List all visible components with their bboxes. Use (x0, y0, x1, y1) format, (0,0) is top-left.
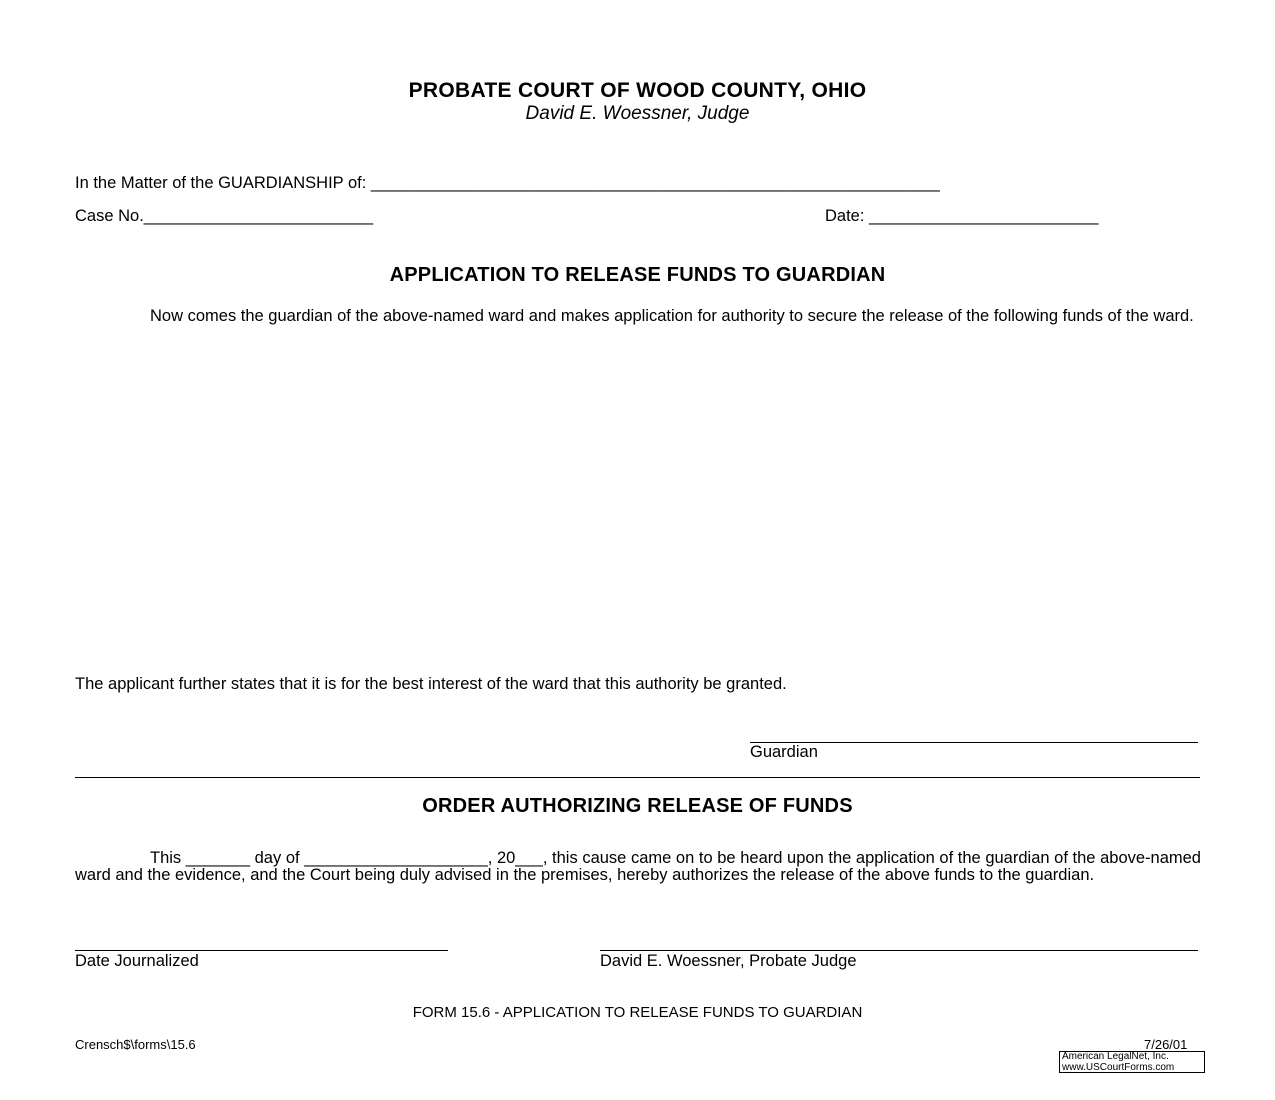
order-paragraph-text: This _______ day of ____________________, 20___, this cause came on to be heard upon the application of the guardian of the above-named ward and the evidence, and the Court being duly advised in the premises, hereby authorizes the release of the above funds to the guardian. (75, 849, 1201, 884)
application-paragraph-text: Now comes the guardian of the above-named ward and makes application for authority to secure the release of the following funds of the ward. (150, 307, 1194, 325)
case-number-label: Case No. (75, 207, 144, 225)
judge-subtitle: David E. Woessner, Judge (525, 103, 750, 124)
publisher-box (1059, 1051, 1205, 1073)
judge-signature-line[interactable] (600, 950, 1198, 951)
date-journalized-line[interactable] (75, 950, 448, 951)
application-title: APPLICATION TO RELEASE FUNDS TO GUARDIAN (389, 264, 886, 286)
file-path: Crensch$\forms\15.6 (75, 1037, 196, 1052)
further-statement: The applicant further states that it is for the best interest of the ward that this authority be granted. (75, 675, 787, 693)
guardian-signature-label: Guardian (750, 743, 818, 761)
date-journalized-label: Date Journalized (75, 952, 199, 970)
order-paragraph (75, 850, 1201, 884)
section-divider (75, 777, 1200, 778)
case-number-line (75, 207, 373, 226)
date-label: Date: (825, 207, 865, 225)
case-number-field[interactable]: _________________________ (143, 207, 374, 225)
date-line (825, 207, 1098, 226)
publisher-url[interactable]: www.USCourtForms.com (1062, 1061, 1175, 1073)
date-field[interactable]: _________________________ (869, 207, 1099, 225)
funds-listing-area[interactable] (75, 350, 1201, 670)
guardianship-name-field[interactable]: ______________________________________________________________ (370, 174, 940, 192)
revision-date: 7/26/01 (1144, 1037, 1188, 1052)
form-title-footer: FORM 15.6 - APPLICATION TO RELEASE FUNDS TO GUARDIAN (412, 1004, 863, 1021)
court-title: PROBATE COURT OF WOOD COUNTY, OHIO (408, 79, 867, 102)
guardianship-matter-line (75, 174, 940, 193)
publisher-name: American LegalNet, Inc. (1062, 1051, 1169, 1062)
application-paragraph (75, 308, 1201, 325)
judge-signature-label: David E. Woessner, Probate Judge (600, 952, 857, 970)
guardianship-label: In the Matter of the GUARDIANSHIP of: (75, 174, 367, 192)
order-title: ORDER AUTHORIZING RELEASE OF FUNDS (422, 795, 853, 817)
